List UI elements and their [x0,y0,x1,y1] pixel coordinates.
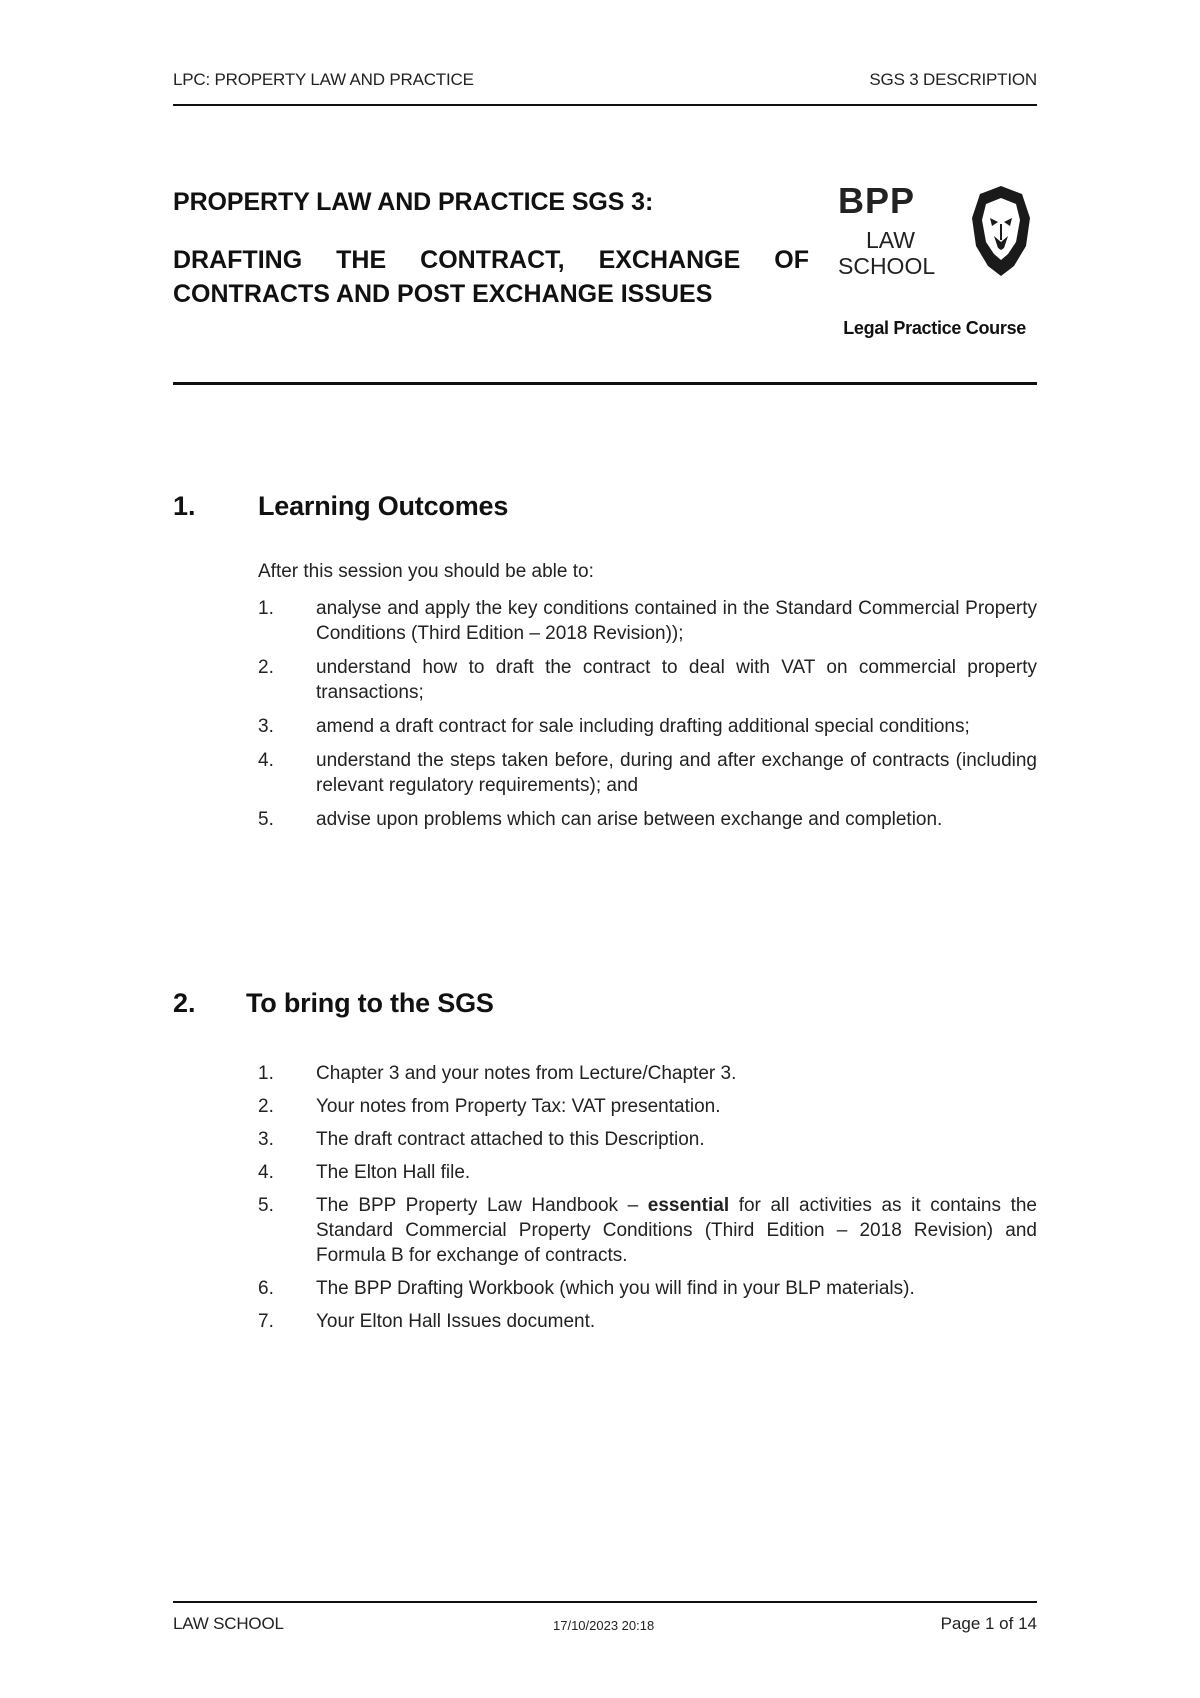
list-item-text: Chapter 3 and your notes from Lecture/Chapter 3. [316,1063,737,1084]
list-item [258,714,1037,739]
list-item-number: 1. [258,1063,274,1084]
running-header-left: LPC: PROPERTY LAW AND PRACTICE [173,70,474,89]
list-item-text: advise upon problems which can arise between exchange and completion. [316,809,943,830]
list-item [258,748,1037,798]
running-header-right: SGS 3 DESCRIPTION [869,70,1037,89]
list-item-text: Your notes from Property Tax: VAT presentation. [316,1096,721,1117]
lion-head-icon [970,184,1032,278]
list-item-text-rest: for all activities as it contains the Standard Commercial Property Conditions (Third Edition – 2018 Revision) and Formula B for exchange of contracts. [316,1195,1037,1266]
list-item [258,1160,1037,1185]
list-item [258,1061,1037,1086]
list-item [258,1094,1037,1119]
list-item-number: 4. [258,750,274,771]
list-item [258,1309,1037,1334]
list-item [258,807,1037,832]
list-item-text [316,1193,1037,1268]
list-item [258,1193,1037,1268]
list-item-number: 5. [258,809,274,830]
section-1-intro: After this session you should be able to: [258,561,594,582]
list-item-text: analyse and apply the key conditions contained in the Standard Commercial Property Conditions (Third Edition – 2018 Revision)); [316,598,1037,644]
list-item [258,655,1037,705]
list-item-number: 1. [258,598,274,619]
list-item-number: 2. [258,1096,274,1117]
items-to-bring-list [258,1061,1037,1342]
course-label: Legal Practice Course [843,318,1026,338]
footer-divider [173,1601,1037,1603]
document-subtitle: DRAFTING THE CONTRACT, EXCHANGE OF CONTRACTS AND POST EXCHANGE ISSUES [173,246,809,308]
list-item-number: 7. [258,1311,274,1332]
section-1-number: 1. [173,491,196,521]
list-item-text: The BPP Drafting Workbook (which you will find in your BLP materials). [316,1278,915,1299]
footer-timestamp: 17/10/2023 20:18 [553,1618,655,1633]
list-item-text: understand how to draft the contract to deal with VAT on commercial property transactions; [316,657,1037,703]
list-item-text: Your Elton Hall Issues document. [316,1311,596,1332]
logo-brand-text: BPP [838,180,916,221]
logo-school-text: SCHOOL [838,253,936,279]
logo-law-text: LAW [866,227,915,253]
list-item [258,1127,1037,1152]
list-item-text: The draft contract attached to this Description. [316,1129,705,1150]
emphasis-text: essential [647,1195,730,1216]
learning-outcomes-list [258,596,1037,841]
page-number: Page 1 of 14 [940,1614,1037,1633]
list-item-number: 5. [258,1195,274,1216]
footer-left: LAW SCHOOL [173,1614,284,1633]
section-2-heading: To bring to the SGS [246,988,494,1018]
section-1-heading: Learning Outcomes [258,491,509,521]
list-item [258,596,1037,646]
list-item-number: 3. [258,716,274,737]
list-item-text: The Elton Hall file. [316,1162,471,1183]
list-item-number: 6. [258,1278,274,1299]
bpp-law-school-logo [838,180,1033,280]
title-divider [173,382,1037,385]
list-item-number: 4. [258,1162,274,1183]
header-divider [173,104,1037,106]
list-item-number: 2. [258,657,274,678]
section-2-number: 2. [173,988,196,1018]
list-item-text: amend a draft contract for sale including drafting additional special conditions; [316,716,970,737]
list-item-number: 3. [258,1129,274,1150]
list-item-text-lead: The BPP Property Law Handbook – [316,1195,648,1216]
list-item [258,1276,1037,1301]
document-title: PROPERTY LAW AND PRACTICE SGS 3: [173,188,654,216]
list-item-text: understand the steps taken before, during and after exchange of contracts (including relevant regulatory requirements); and [316,750,1037,796]
